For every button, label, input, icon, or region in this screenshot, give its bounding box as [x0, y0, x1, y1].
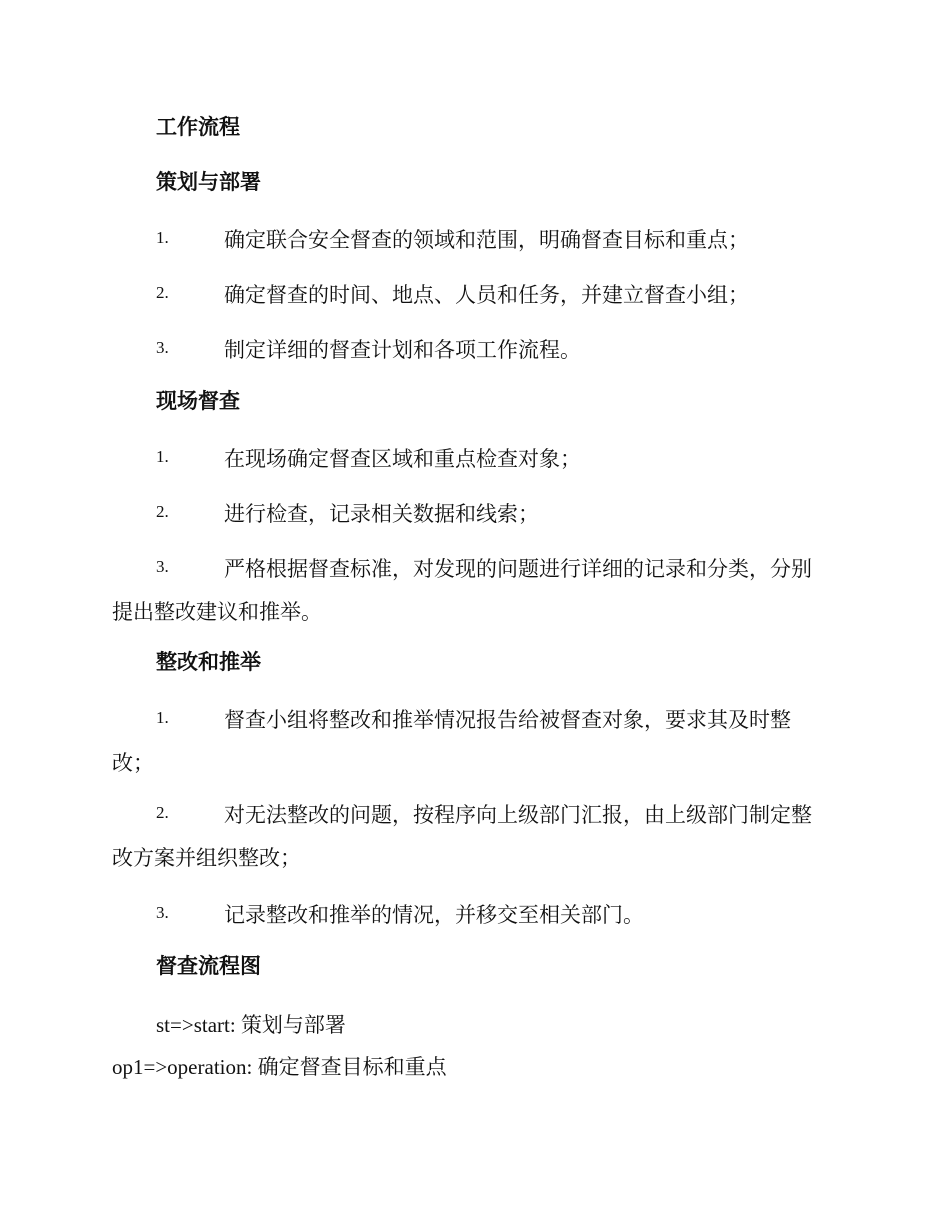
section-heading-rectification: 整改和推举: [156, 649, 261, 674]
list-text-continuation: 改；: [112, 751, 154, 775]
list-text-continuation: 提出整改建议和推举。: [112, 600, 322, 624]
list-number: 3.: [156, 557, 169, 576]
section-heading-flowchart: 督查流程图: [156, 953, 261, 978]
list-text: 确定联合安全督查的领域和范围，明确督查目标和重点；: [224, 228, 749, 252]
list-number: 1.: [156, 228, 169, 247]
list-number: 1.: [156, 708, 169, 727]
section-heading-planning: 策划与部署: [156, 169, 261, 194]
list-number: 2.: [156, 502, 169, 521]
list-number: 2.: [156, 803, 169, 822]
list-text: 进行检查，记录相关数据和线索；: [224, 502, 539, 526]
list-number: 2.: [156, 283, 169, 302]
list-text: 在现场确定督查区域和重点检查对象；: [224, 447, 581, 471]
code-label: 确定督查目标和重点: [257, 1055, 447, 1079]
list-text: 督查小组将整改和推举情况报告给被督查对象，要求其及时整: [224, 708, 791, 732]
flowchart-code-line: [112, 1051, 447, 1081]
flowchart-code-line: [156, 1009, 346, 1039]
section-heading-onsite: 现场督查: [156, 388, 240, 413]
list-text: 确定督查的时间、地点、人员和任务，并建立督查小组；: [224, 283, 749, 307]
list-text: 严格根据督查标准，对发现的问题进行详细的记录和分类，分别: [224, 557, 812, 581]
list-number: 1.: [156, 447, 169, 466]
document-title: 工作流程: [156, 114, 240, 139]
code-prefix: op1=>operation:: [112, 1055, 258, 1079]
list-number: 3.: [156, 903, 169, 922]
list-text: 记录整改和推举的情况，并移交至相关部门。: [224, 903, 644, 927]
list-text: 制定详细的督查计划和各项工作流程。: [224, 338, 581, 362]
code-prefix: st=>start:: [156, 1013, 241, 1037]
list-text: 对无法整改的问题，按程序向上级部门汇报，由上级部门制定整: [224, 803, 812, 827]
list-text-continuation: 改方案并组织整改；: [112, 846, 301, 870]
list-number: 3.: [156, 338, 169, 357]
code-label: 策划与部署: [240, 1013, 346, 1037]
